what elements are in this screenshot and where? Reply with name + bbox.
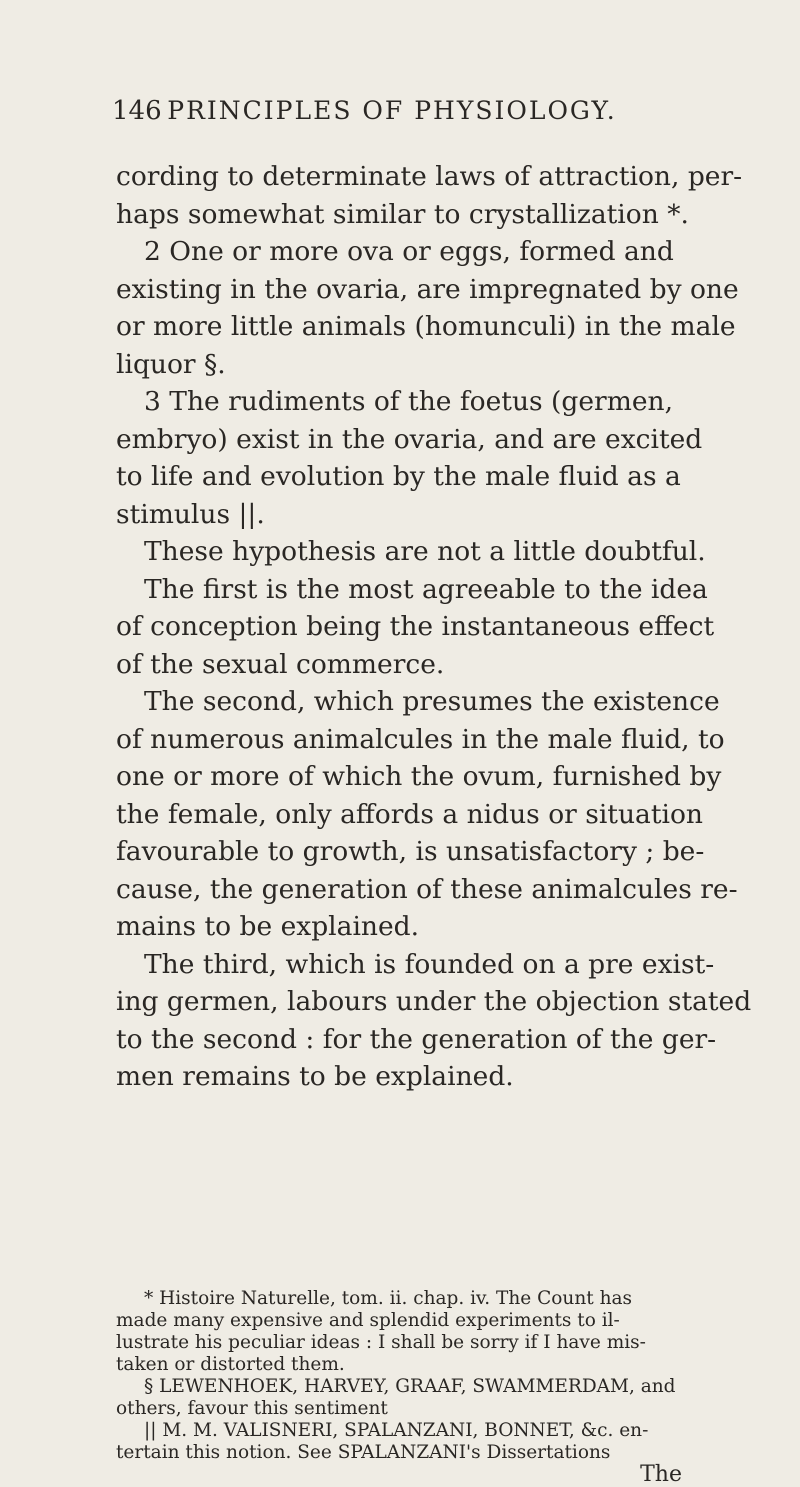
text-line: These hypothesis are not a little doubtful.	[144, 536, 706, 567]
text-line: cording to determinate laws of attraction, per-	[116, 161, 743, 192]
footnote-line: made many expensive and splendid experiments to il-	[116, 1310, 620, 1331]
text-line: of numerous animalcules in the male fluid, to	[116, 723, 725, 755]
footnote-lines	[116, 1288, 682, 1464]
body-text	[116, 158, 752, 1096]
text-line: men remains to be explained.	[116, 1061, 514, 1092]
text-line: stimulus ||.	[116, 498, 265, 530]
footnote-line: tertain this notion. See SPALANZANI's Dissertations	[116, 1442, 611, 1463]
text-line: ing germen, labours under the objection stated	[116, 986, 752, 1017]
footnotes	[116, 1288, 682, 1486]
text-line: cause, the generation of these animalcules re-	[116, 873, 738, 905]
text-line: The first is the most agreeable to the idea	[144, 573, 708, 605]
text-line: haps somewhat similar to crystallization *.	[116, 198, 689, 230]
text-line: existing in the ovaria, are impregnated by one	[116, 273, 739, 305]
text-line: one or more of which the ovum, furnished by	[116, 761, 722, 792]
text-line: of conception being the instantaneous effect	[116, 611, 715, 642]
text-line: to life and evolution by the male fluid as a	[116, 461, 681, 492]
text-line: embryo) exist in the ovaria, and are excited	[116, 423, 703, 455]
footnote-line: § LEWENHOEK, HARVEY, GRAAF, SWAMMERDAM, and	[144, 1376, 676, 1397]
text-line: of the sexual commerce.	[116, 648, 445, 680]
catchword: The	[640, 1462, 682, 1487]
page-number: 146	[112, 96, 162, 126]
text-line: 3 The rudiments of the foetus (germen,	[144, 386, 674, 417]
footnote-line: taken or distorted them.	[116, 1354, 345, 1375]
text-line: The third, which is founded on a pre exist-	[144, 948, 715, 980]
text-line: The second, which presumes the existence	[144, 686, 720, 717]
text-line: the female, only affords a nidus or situation	[116, 798, 703, 830]
text-line: to the second : for the generation of the ger-	[116, 1023, 717, 1055]
text-line: 2 One or more ova or eggs, formed and	[144, 236, 674, 267]
footnote-line: lustrate his peculiar ideas : I shall be sorry if I have mis-	[116, 1332, 646, 1353]
text-line: liquor §.	[116, 348, 226, 380]
text-line: or more little animals (homunculi) in the male	[116, 311, 736, 342]
text-line: mains to be explained.	[116, 911, 420, 942]
page-header	[112, 96, 672, 136]
footnote-line: || M. M. VALISNERI, SPALANZANI, BONNET, &c. en-	[144, 1420, 649, 1441]
footnote-line: * Histoire Naturelle, tom. ii. chap. iv. The Count has	[144, 1288, 633, 1309]
running-title: PRINCIPLES OF PHYSIOLOGY.	[167, 96, 617, 125]
text-line: favourable to growth, is unsatisfactory ; be-	[116, 836, 705, 867]
footnote-line: others, favour this sentiment	[116, 1398, 388, 1419]
